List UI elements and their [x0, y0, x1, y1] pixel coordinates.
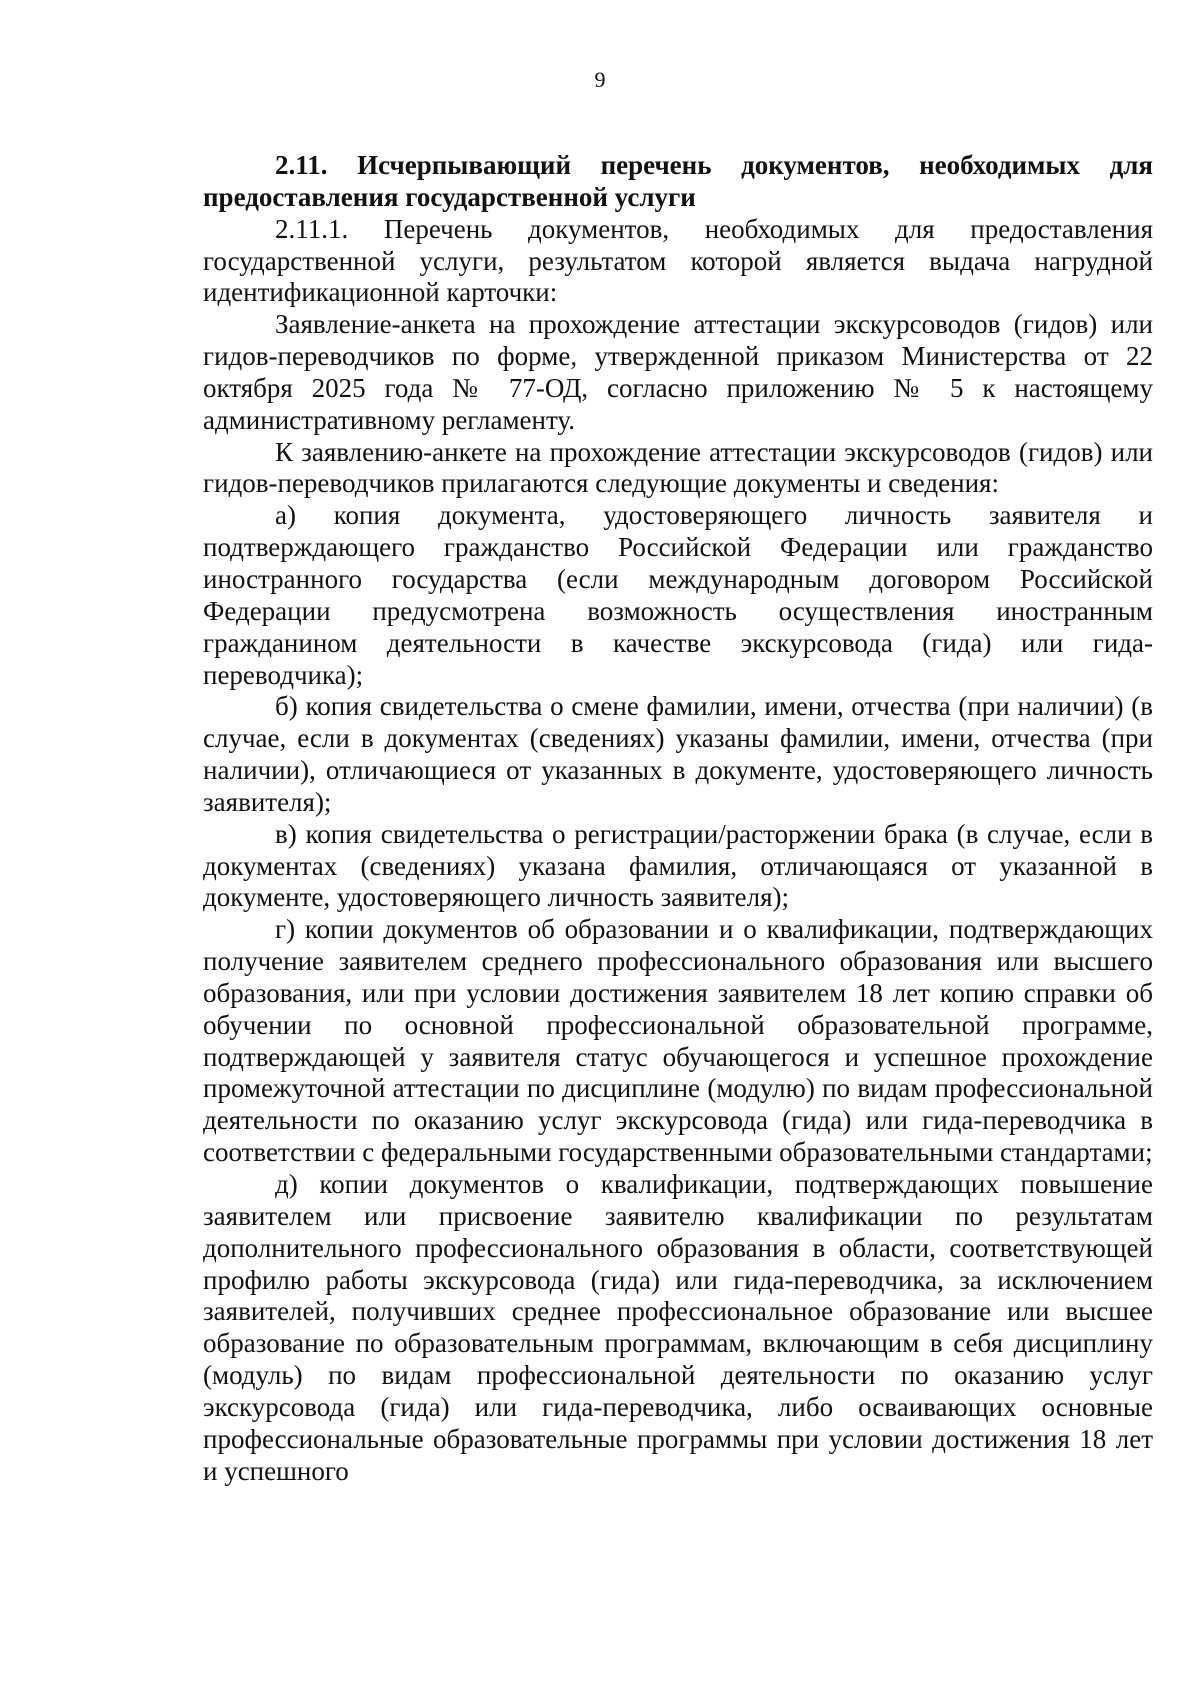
paragraph-application-form: Заявление-анкета на прохождение аттестации экскурсоводов (гидов) или гидов-переводчиков по форме, утвержденной приказом Министерства от 22 октября 2025 года № 77-ОД, согласно приложению № 5 к настоящему административному регламенту.: [203, 309, 1153, 435]
list-item-a: а) копия документа, удостоверяющего личность заявителя и подтверждающего гражданство Российской Федерации или гражданство иностранного государства (если международным договором Российской Федерации предусмотрена возможность осуществления иностранным гражданином деятельности в качестве экскурсовода (гида) или гида-переводчика);: [203, 500, 1153, 690]
paragraph-attachments-intro: К заявлению-анкете на прохождение аттестации экскурсоводов (гидов) или гидов-переводчиков прилагаются следующие документы и сведения:: [203, 436, 1153, 499]
list-item-v: в) копия свидетельства о регистрации/расторжении брака (в случае, если в документах (сведениях) указана фамилия, отличающаяся от указанной в документе, удостоверяющего личность заявителя);: [203, 818, 1153, 913]
list-item-b: б) копия свидетельства о смене фамилии, имени, отчества (при наличии) (в случае, если в документах (сведениях) указаны фамилии, имени, отчества (при наличии), отличающиеся от указанных в документе, удостоверяющего личность заявителя);: [203, 691, 1153, 817]
page-number: 9: [594, 67, 606, 92]
paragraph-2-11-1: 2.11.1. Перечень документов, необходимых для предоставления государственной услуги, результатом которой является выдача нагрудной идентификационной карточки:: [203, 213, 1153, 308]
list-item-g: г) копии документов об образовании и о квалификации, подтверждающих получение заявителем среднего профессионального образования или высшего образования, или при условии достижения заявителем 18 лет копию справки об обучении по основной профессиональной образовательной программе, подтверждающей у заявителя статус обучающегося и успешное прохождение промежуточной аттестации по дисциплине (модулю) по видам профессиональной деятельности по оказанию услуг экскурсовода (гида) или гида-переводчика в соответствии с федеральными государственными образовательными стандартами;: [203, 914, 1153, 1168]
list-item-d: д) копии документов о квалификации, подтверждающих повышение заявителем или присвоение заявителю квалификации по результатам дополнительного профессионального образования в области, соответствующей профилю работы экскурсовода (гида) или гида-переводчика, за исключением заявителей, получивших среднее профессиональное образование или высшее образование по образовательным программам, включающим в себя дисциплину (модуль) по видам профессиональной деятельности по оказанию услуг экскурсовода (гида) или гида-переводчика, либо осваивающих основные профессиональные образовательные программы при условии достижения 18 лет и успешного: [203, 1169, 1153, 1486]
section-heading: 2.11. Исчерпывающий перечень документов, необходимых для предоставления государственной услуги: [203, 150, 1153, 212]
document-body: [203, 150, 1153, 1487]
